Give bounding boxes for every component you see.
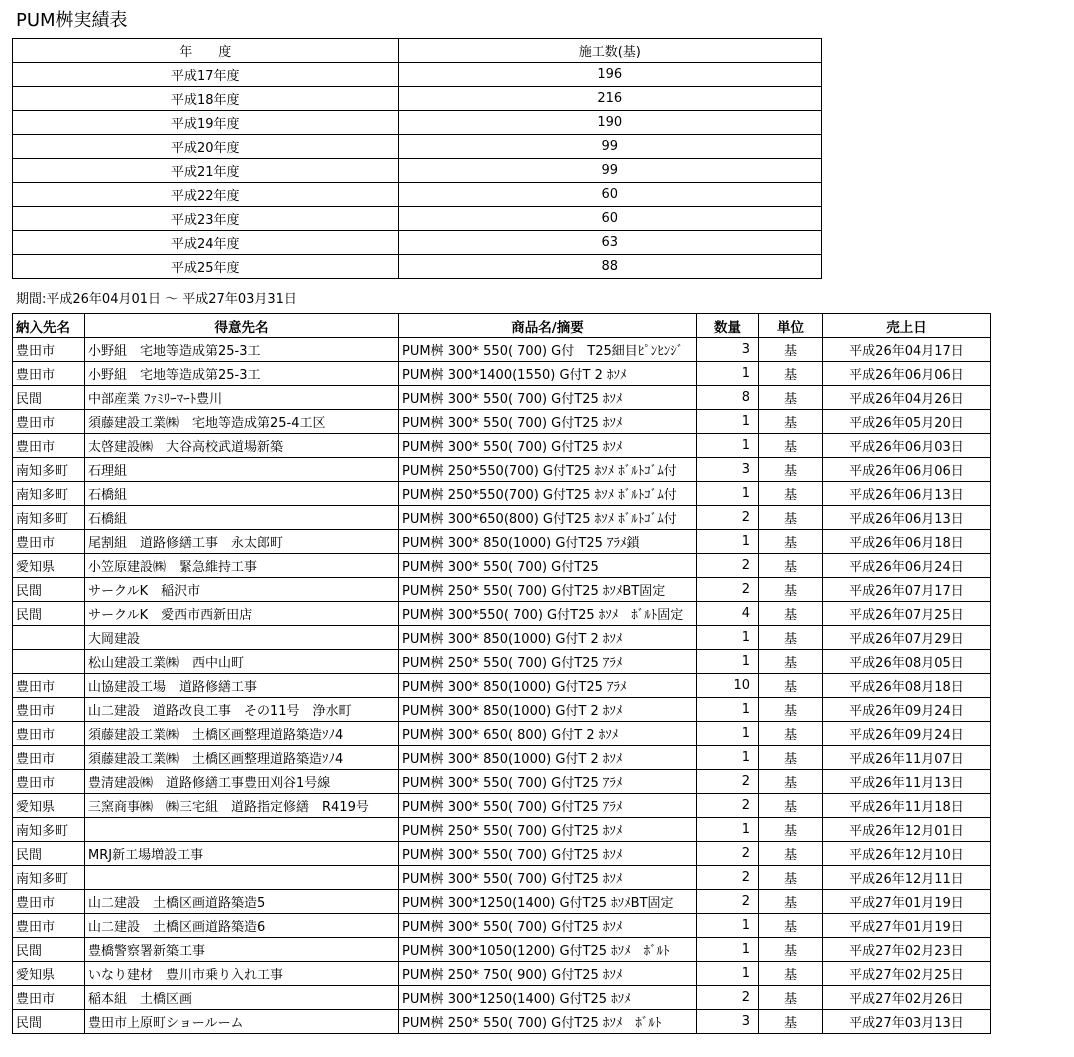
quantity-cell: 1 bbox=[697, 362, 759, 386]
delivery-cell: 豊田市 bbox=[13, 434, 85, 458]
customer-cell: サークルK 稲沢市 bbox=[85, 578, 399, 602]
quantity-cell: 2 bbox=[697, 866, 759, 890]
customer-cell: 須藤建設工業㈱ 宅地等造成第25-4工区 bbox=[85, 410, 399, 434]
date-cell: 平成26年12月01日 bbox=[823, 818, 991, 842]
product-cell: PUM桝 300* 850(1000) G付T 2 ﾎｿﾒ bbox=[399, 698, 697, 722]
date-cell: 平成26年07月25日 bbox=[823, 602, 991, 626]
delivery-cell: 民間 bbox=[13, 1010, 85, 1034]
product-cell: PUM桝 300* 550( 700) G付T25 ﾎｿﾒ bbox=[399, 842, 697, 866]
summary-header-count: 施工数(基) bbox=[398, 39, 821, 63]
unit-cell: 基 bbox=[759, 722, 823, 746]
unit-cell: 基 bbox=[759, 626, 823, 650]
delivery-cell bbox=[13, 626, 85, 650]
quantity-cell: 1 bbox=[697, 818, 759, 842]
quantity-cell: 2 bbox=[697, 890, 759, 914]
delivery-cell: 南知多町 bbox=[13, 458, 85, 482]
quantity-cell: 2 bbox=[697, 578, 759, 602]
product-cell: PUM桝 250* 750( 900) G付T25 ﾎｿﾒ bbox=[399, 962, 697, 986]
quantity-cell: 10 bbox=[697, 674, 759, 698]
date-cell: 平成26年06月03日 bbox=[823, 434, 991, 458]
table-row bbox=[13, 111, 822, 135]
unit-cell: 基 bbox=[759, 674, 823, 698]
table-row bbox=[13, 530, 991, 554]
customer-cell: MRJ新工場増設工事 bbox=[85, 842, 399, 866]
summary-count-cell: 99 bbox=[398, 159, 821, 183]
table-row bbox=[13, 674, 991, 698]
quantity-cell: 2 bbox=[697, 506, 759, 530]
quantity-cell: 2 bbox=[697, 554, 759, 578]
table-row bbox=[13, 63, 822, 87]
product-cell: PUM桝 250* 550( 700) G付T25 ﾎｿﾒ bbox=[399, 818, 697, 842]
date-cell: 平成26年04月26日 bbox=[823, 386, 991, 410]
customer-cell: 豊田市上原町ショールーム bbox=[85, 1010, 399, 1034]
product-cell: PUM桝 300* 650( 800) G付T 2 ﾎｿﾒ bbox=[399, 722, 697, 746]
quantity-cell: 2 bbox=[697, 794, 759, 818]
date-cell: 平成26年07月29日 bbox=[823, 626, 991, 650]
quantity-cell: 2 bbox=[697, 842, 759, 866]
delivery-cell: 民間 bbox=[13, 938, 85, 962]
table-row bbox=[13, 914, 991, 938]
unit-cell: 基 bbox=[759, 482, 823, 506]
date-cell: 平成26年08月18日 bbox=[823, 674, 991, 698]
date-cell: 平成26年09月24日 bbox=[823, 698, 991, 722]
unit-cell: 基 bbox=[759, 818, 823, 842]
header-date: 売上日 bbox=[823, 314, 991, 338]
delivery-cell: 民間 bbox=[13, 602, 85, 626]
delivery-cell: 愛知県 bbox=[13, 962, 85, 986]
unit-cell: 基 bbox=[759, 458, 823, 482]
date-cell: 平成27年01月19日 bbox=[823, 890, 991, 914]
unit-cell: 基 bbox=[759, 866, 823, 890]
quantity-cell: 1 bbox=[697, 482, 759, 506]
summary-year-cell: 平成25年度 bbox=[13, 255, 399, 279]
customer-cell bbox=[85, 866, 399, 890]
delivery-cell: 民間 bbox=[13, 842, 85, 866]
date-cell: 平成26年06月06日 bbox=[823, 362, 991, 386]
customer-cell: 小野組 宅地等造成第25-3工 bbox=[85, 362, 399, 386]
customer-cell: 石理組 bbox=[85, 458, 399, 482]
delivery-cell: 愛知県 bbox=[13, 554, 85, 578]
product-cell: PUM桝 250* 550( 700) G付T25 ｱﾗﾒ bbox=[399, 650, 697, 674]
summary-year-cell: 平成17年度 bbox=[13, 63, 399, 87]
header-unit: 単位 bbox=[759, 314, 823, 338]
summary-count-cell: 99 bbox=[398, 135, 821, 159]
period-label: 期間:平成26年04月01日 ～ 平成27年03月31日 bbox=[16, 292, 297, 307]
date-cell: 平成26年12月10日 bbox=[823, 842, 991, 866]
delivery-cell bbox=[13, 650, 85, 674]
table-row bbox=[13, 554, 991, 578]
delivery-cell: 南知多町 bbox=[13, 866, 85, 890]
product-cell: PUM桝 250* 550( 700) G付T25 ﾎｿﾒ ﾎﾞﾙﾄ bbox=[399, 1010, 697, 1034]
customer-cell bbox=[85, 818, 399, 842]
product-cell: PUM桝 300*1250(1400) G付T25 ﾎｿﾒ bbox=[399, 986, 697, 1010]
delivery-cell: 民間 bbox=[13, 578, 85, 602]
table-row bbox=[13, 722, 991, 746]
quantity-cell: 1 bbox=[697, 530, 759, 554]
table-row bbox=[13, 506, 991, 530]
customer-cell: 小笠原建設㈱ 緊急維持工事 bbox=[85, 554, 399, 578]
product-cell: PUM桝 300* 550( 700) G付 T25細目ﾋﾟﾝﾋﾝｼﾞ bbox=[399, 338, 697, 362]
table-row bbox=[13, 578, 991, 602]
date-cell: 平成26年06月18日 bbox=[823, 530, 991, 554]
unit-cell: 基 bbox=[759, 650, 823, 674]
delivery-cell: 豊田市 bbox=[13, 770, 85, 794]
quantity-cell: 2 bbox=[697, 986, 759, 1010]
unit-cell: 基 bbox=[759, 338, 823, 362]
delivery-cell: 豊田市 bbox=[13, 530, 85, 554]
date-cell: 平成26年06月13日 bbox=[823, 482, 991, 506]
customer-cell: 小野組 宅地等造成第25-3工 bbox=[85, 338, 399, 362]
summary-count-cell: 63 bbox=[398, 231, 821, 255]
yearly-summary-table bbox=[12, 38, 822, 279]
date-cell: 平成26年11月13日 bbox=[823, 770, 991, 794]
product-cell: PUM桝 300* 550( 700) G付T25 ﾎｿﾒ bbox=[399, 914, 697, 938]
quantity-cell: 1 bbox=[697, 746, 759, 770]
summary-header-year: 年 度 bbox=[13, 39, 399, 63]
unit-cell: 基 bbox=[759, 914, 823, 938]
table-row bbox=[13, 746, 991, 770]
delivery-cell: 豊田市 bbox=[13, 986, 85, 1010]
table-row bbox=[13, 818, 991, 842]
summary-year-cell: 平成18年度 bbox=[13, 87, 399, 111]
date-cell: 平成27年03月13日 bbox=[823, 1010, 991, 1034]
table-row bbox=[13, 207, 822, 231]
date-cell: 平成26年06月24日 bbox=[823, 554, 991, 578]
summary-year-cell: 平成24年度 bbox=[13, 231, 399, 255]
delivery-cell: 南知多町 bbox=[13, 506, 85, 530]
product-cell: PUM桝 300*1050(1200) G付T25 ﾎｿﾒ ﾎﾞﾙﾄ bbox=[399, 938, 697, 962]
table-row bbox=[13, 458, 991, 482]
summary-count-cell: 216 bbox=[398, 87, 821, 111]
delivery-cell: 豊田市 bbox=[13, 914, 85, 938]
quantity-cell: 3 bbox=[697, 338, 759, 362]
date-cell: 平成27年02月25日 bbox=[823, 962, 991, 986]
product-cell: PUM桝 300* 850(1000) G付T 2 ﾎｿﾒ bbox=[399, 626, 697, 650]
table-row bbox=[13, 410, 991, 434]
delivery-cell: 豊田市 bbox=[13, 746, 85, 770]
table-row bbox=[13, 650, 991, 674]
unit-cell: 基 bbox=[759, 362, 823, 386]
summary-count-cell: 196 bbox=[398, 63, 821, 87]
customer-cell: 三窯商事㈱ ㈱三宅組 道路指定修繕 R419号 bbox=[85, 794, 399, 818]
summary-year-cell: 平成20年度 bbox=[13, 135, 399, 159]
unit-cell: 基 bbox=[759, 554, 823, 578]
summary-count-cell: 60 bbox=[398, 183, 821, 207]
customer-cell: 石橋組 bbox=[85, 482, 399, 506]
summary-year-cell: 平成22年度 bbox=[13, 183, 399, 207]
date-cell: 平成26年11月18日 bbox=[823, 794, 991, 818]
quantity-cell: 1 bbox=[697, 434, 759, 458]
header-product: 商品名/摘要 bbox=[399, 314, 697, 338]
unit-cell: 基 bbox=[759, 506, 823, 530]
delivery-cell: 豊田市 bbox=[13, 890, 85, 914]
table-row bbox=[13, 938, 991, 962]
customer-cell: 中部産業 ﾌｧﾐﾘｰﾏｰﾄ豊川 bbox=[85, 386, 399, 410]
delivery-cell: 豊田市 bbox=[13, 698, 85, 722]
quantity-cell: 1 bbox=[697, 410, 759, 434]
unit-cell: 基 bbox=[759, 602, 823, 626]
table-row bbox=[13, 255, 822, 279]
unit-cell: 基 bbox=[759, 890, 823, 914]
customer-cell: いなり建材 豊川市乗り入れ工事 bbox=[85, 962, 399, 986]
product-cell: PUM桝 300* 550( 700) G付T25 ﾎｿﾒ bbox=[399, 410, 697, 434]
customer-cell: 尾割組 道路修繕工事 永太郎町 bbox=[85, 530, 399, 554]
customer-cell: 山二建設 土橋区画道路築造6 bbox=[85, 914, 399, 938]
product-cell: PUM桝 300*550( 700) G付T25 ﾎｿﾒ ﾎﾞﾙﾄ固定 bbox=[399, 602, 697, 626]
table-row bbox=[13, 183, 822, 207]
unit-cell: 基 bbox=[759, 746, 823, 770]
customer-cell: 太啓建設㈱ 大谷高校武道場新築 bbox=[85, 434, 399, 458]
unit-cell: 基 bbox=[759, 794, 823, 818]
table-row bbox=[13, 890, 991, 914]
delivery-cell: 愛知県 bbox=[13, 794, 85, 818]
quantity-cell: 1 bbox=[697, 962, 759, 986]
customer-cell: 豊橋警察署新築工事 bbox=[85, 938, 399, 962]
product-cell: PUM桝 250*550(700) G付T25 ﾎｿﾒ ﾎﾞﾙﾄｺﾞﾑ付 bbox=[399, 482, 697, 506]
unit-cell: 基 bbox=[759, 770, 823, 794]
quantity-cell: 1 bbox=[697, 650, 759, 674]
quantity-cell: 1 bbox=[697, 914, 759, 938]
product-cell: PUM桝 300* 550( 700) G付T25 ﾎｿﾒ bbox=[399, 434, 697, 458]
unit-cell: 基 bbox=[759, 938, 823, 962]
table-row bbox=[13, 698, 991, 722]
date-cell: 平成26年06月13日 bbox=[823, 506, 991, 530]
summary-count-cell: 60 bbox=[398, 207, 821, 231]
customer-cell: 須藤建設工業㈱ 土橋区画整理道路築造ｿﾉ4 bbox=[85, 746, 399, 770]
table-row bbox=[13, 386, 991, 410]
quantity-cell: 2 bbox=[697, 770, 759, 794]
header-customer: 得意先名 bbox=[85, 314, 399, 338]
date-cell: 平成26年07月17日 bbox=[823, 578, 991, 602]
summary-count-cell: 190 bbox=[398, 111, 821, 135]
customer-cell: 大岡建設 bbox=[85, 626, 399, 650]
unit-cell: 基 bbox=[759, 578, 823, 602]
delivery-cell: 南知多町 bbox=[13, 818, 85, 842]
table-row bbox=[13, 87, 822, 111]
product-cell: PUM桝 300* 550( 700) G付T25 bbox=[399, 554, 697, 578]
header-delivery: 納入先名 bbox=[13, 314, 85, 338]
summary-year-cell: 平成23年度 bbox=[13, 207, 399, 231]
table-row bbox=[13, 842, 991, 866]
table-row bbox=[13, 159, 822, 183]
quantity-cell: 4 bbox=[697, 602, 759, 626]
unit-cell: 基 bbox=[759, 410, 823, 434]
table-row bbox=[13, 626, 991, 650]
table-row bbox=[13, 1010, 991, 1034]
product-cell: PUM桝 300* 550( 700) G付T25 ﾎｿﾒ bbox=[399, 386, 697, 410]
table-row bbox=[13, 794, 991, 818]
table-row bbox=[13, 338, 991, 362]
sales-header-row bbox=[13, 314, 991, 338]
quantity-cell: 1 bbox=[697, 626, 759, 650]
unit-cell: 基 bbox=[759, 962, 823, 986]
sales-table bbox=[12, 313, 991, 1034]
customer-cell: サークルK 愛西市西新田店 bbox=[85, 602, 399, 626]
table-row bbox=[13, 135, 822, 159]
quantity-cell: 3 bbox=[697, 458, 759, 482]
table-row bbox=[13, 986, 991, 1010]
unit-cell: 基 bbox=[759, 530, 823, 554]
delivery-cell: 豊田市 bbox=[13, 362, 85, 386]
quantity-cell: 8 bbox=[697, 386, 759, 410]
date-cell: 平成26年06月06日 bbox=[823, 458, 991, 482]
product-cell: PUM桝 300* 850(1000) G付T25 ｱﾗﾒ鎖 bbox=[399, 530, 697, 554]
customer-cell: 山二建設 土橋区画道路築造5 bbox=[85, 890, 399, 914]
date-cell: 平成27年02月23日 bbox=[823, 938, 991, 962]
date-cell: 平成26年11月07日 bbox=[823, 746, 991, 770]
unit-cell: 基 bbox=[759, 434, 823, 458]
customer-cell: 須藤建設工業㈱ 土橋区画整理道路築造ｿﾉ4 bbox=[85, 722, 399, 746]
page-title: PUM桝実績表 bbox=[16, 10, 128, 31]
product-cell: PUM桝 300*1250(1400) G付T25 ﾎｿﾒBT固定 bbox=[399, 890, 697, 914]
product-cell: PUM桝 300* 550( 700) G付T25 ｱﾗﾒ bbox=[399, 794, 697, 818]
summary-year-cell: 平成21年度 bbox=[13, 159, 399, 183]
table-row bbox=[13, 770, 991, 794]
table-row bbox=[13, 482, 991, 506]
customer-cell: 山二建設 道路改良工事 その11号 浄水町 bbox=[85, 698, 399, 722]
customer-cell: 石橋組 bbox=[85, 506, 399, 530]
date-cell: 平成26年12月11日 bbox=[823, 866, 991, 890]
product-cell: PUM桝 300*650(800) G付T25 ﾎｿﾒ ﾎﾞﾙﾄｺﾞﾑ付 bbox=[399, 506, 697, 530]
quantity-cell: 3 bbox=[697, 1010, 759, 1034]
date-cell: 平成27年01月19日 bbox=[823, 914, 991, 938]
unit-cell: 基 bbox=[759, 842, 823, 866]
quantity-cell: 1 bbox=[697, 722, 759, 746]
unit-cell: 基 bbox=[759, 986, 823, 1010]
delivery-cell: 豊田市 bbox=[13, 722, 85, 746]
summary-year-cell: 平成19年度 bbox=[13, 111, 399, 135]
table-row bbox=[13, 434, 991, 458]
customer-cell: 山協建設工場 道路修繕工事 bbox=[85, 674, 399, 698]
delivery-cell: 南知多町 bbox=[13, 482, 85, 506]
customer-cell: 稲本組 土橋区画 bbox=[85, 986, 399, 1010]
table-row bbox=[13, 866, 991, 890]
date-cell: 平成26年09月24日 bbox=[823, 722, 991, 746]
table-row bbox=[13, 231, 822, 255]
date-cell: 平成27年02月26日 bbox=[823, 986, 991, 1010]
quantity-cell: 1 bbox=[697, 938, 759, 962]
table-row bbox=[13, 362, 991, 386]
summary-header-row bbox=[13, 39, 822, 63]
delivery-cell: 豊田市 bbox=[13, 674, 85, 698]
product-cell: PUM桝 250* 550( 700) G付T25 ﾎｿﾒBT固定 bbox=[399, 578, 697, 602]
product-cell: PUM桝 300* 550( 700) G付T25 ﾎｿﾒ bbox=[399, 866, 697, 890]
header-quantity: 数量 bbox=[697, 314, 759, 338]
quantity-cell: 1 bbox=[697, 698, 759, 722]
table-row bbox=[13, 602, 991, 626]
customer-cell: 松山建設工業㈱ 西中山町 bbox=[85, 650, 399, 674]
product-cell: PUM桝 300* 550( 700) G付T25 ｱﾗﾒ bbox=[399, 770, 697, 794]
delivery-cell: 豊田市 bbox=[13, 410, 85, 434]
customer-cell: 豊清建設㈱ 道路修繕工事豊田刈谷1号線 bbox=[85, 770, 399, 794]
table-row bbox=[13, 962, 991, 986]
summary-count-cell: 88 bbox=[398, 255, 821, 279]
product-cell: PUM桝 300*1400(1550) G付T 2 ﾎｿﾒ bbox=[399, 362, 697, 386]
unit-cell: 基 bbox=[759, 1010, 823, 1034]
product-cell: PUM桝 250*550(700) G付T25 ﾎｿﾒ ﾎﾞﾙﾄｺﾞﾑ付 bbox=[399, 458, 697, 482]
delivery-cell: 民間 bbox=[13, 386, 85, 410]
date-cell: 平成26年05月20日 bbox=[823, 410, 991, 434]
unit-cell: 基 bbox=[759, 386, 823, 410]
product-cell: PUM桝 300* 850(1000) G付T 2 ﾎｿﾒ bbox=[399, 746, 697, 770]
product-cell: PUM桝 300* 850(1000) G付T25 ｱﾗﾒ bbox=[399, 674, 697, 698]
date-cell: 平成26年08月05日 bbox=[823, 650, 991, 674]
delivery-cell: 豊田市 bbox=[13, 338, 85, 362]
date-cell: 平成26年04月17日 bbox=[823, 338, 991, 362]
unit-cell: 基 bbox=[759, 698, 823, 722]
